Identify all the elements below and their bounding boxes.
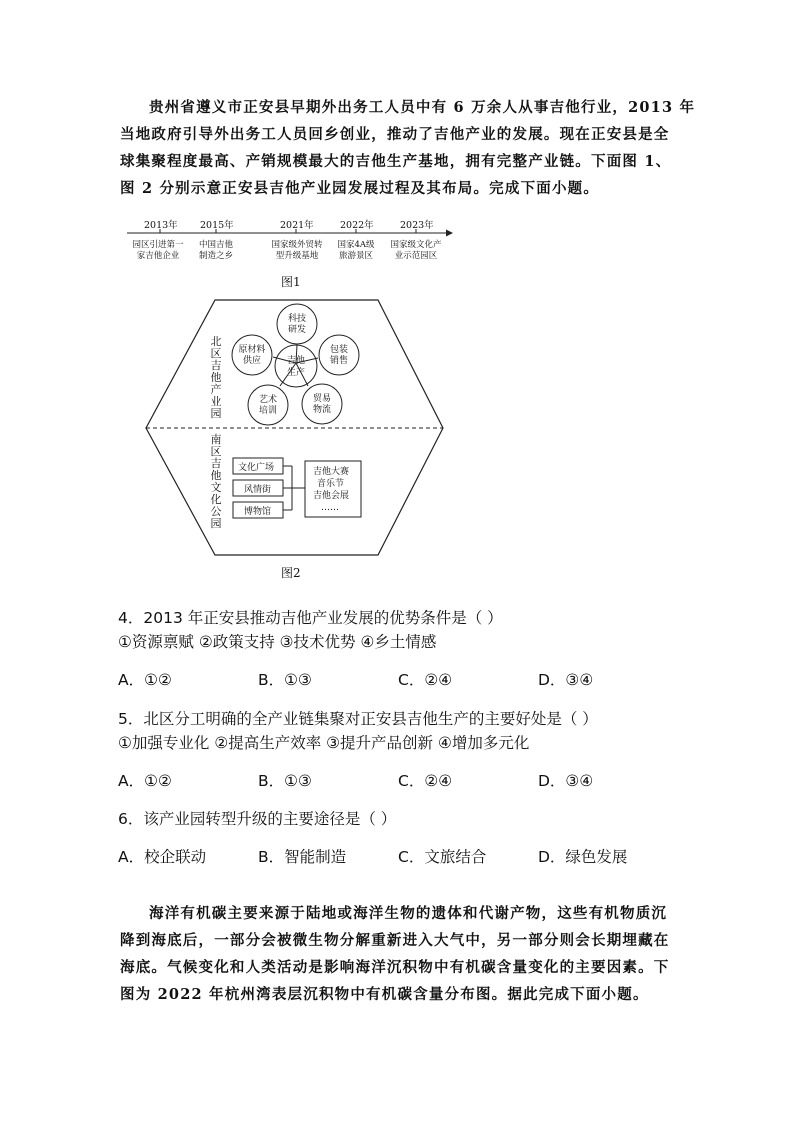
node-tech: 科技 bbox=[287, 314, 307, 324]
svg-text:生产: 生产 bbox=[286, 368, 306, 378]
question-4-option-d[interactable]: D．③④ bbox=[538, 671, 594, 689]
south-item: 博物馆 bbox=[244, 507, 272, 517]
node-pack: 包装 bbox=[329, 345, 349, 355]
question-5-stem: 5．北区分工明确的全产业链集聚对正安县吉他生产的主要好处是（ ） bbox=[118, 710, 598, 728]
timeline-desc: 制造之乡 bbox=[198, 251, 233, 261]
svg-text:他: 他 bbox=[210, 469, 222, 482]
south-event: 音乐节 bbox=[317, 479, 345, 489]
svg-text:产: 产 bbox=[210, 383, 222, 396]
passage-1-line: 贵州省遵义市正安县早期外出务工人员中有 6 万余人从事吉他行业，2013 年 bbox=[149, 99, 696, 116]
node-raw: 原材料 bbox=[238, 345, 266, 355]
question-5-option-a[interactable]: A．①② bbox=[118, 772, 172, 790]
passage-2-line: 图为 2022 年杭州湾表层沉积物中有机碳含量分布图。据此完成下面小题。 bbox=[120, 986, 649, 1003]
question-6-option-d[interactable]: D．绿色发展 bbox=[538, 848, 628, 866]
timeline-year: 2013年 bbox=[144, 220, 178, 231]
south-item: 风情街 bbox=[244, 485, 272, 495]
question-4-stem: 4．2013 年正安县推动吉他产业发展的优势条件是（ ） bbox=[118, 609, 503, 627]
figure-2-caption: 图2 bbox=[281, 566, 301, 580]
timeline-year: 2015年 bbox=[200, 220, 234, 231]
south-event: 吉他大赛 bbox=[313, 467, 350, 477]
question-5-option-c[interactable]: C．②④ bbox=[398, 772, 453, 790]
passage-1-line: 球集聚程度最高、产销规模最大的吉他生产基地，拥有完整产业链。下面图 1、 bbox=[120, 153, 672, 170]
svg-text:文: 文 bbox=[210, 481, 222, 494]
question-5-option-b[interactable]: B．①③ bbox=[258, 772, 312, 790]
passage-2-line: 海底。气候变化和人类活动是影响海洋沉积物中有机碳含量变化的主要因素。下 bbox=[120, 959, 670, 976]
question-6-stem: 6．该产业园转型升级的主要途径是（ ） bbox=[118, 810, 397, 828]
timeline-year: 2023年 bbox=[400, 220, 434, 231]
timeline-desc: 型升级基地 bbox=[275, 251, 319, 261]
svg-text:物流: 物流 bbox=[312, 405, 332, 415]
passage-1-line: 图 2 分别示意正安县吉他产业园发展过程及其布局。完成下面小题。 bbox=[120, 180, 600, 197]
svg-text:业: 业 bbox=[210, 395, 222, 408]
node-trade: 贸易 bbox=[312, 394, 332, 404]
svg-text:培训: 培训 bbox=[258, 406, 278, 416]
svg-text:吉: 吉 bbox=[210, 359, 222, 372]
timeline-year: 2021年 bbox=[280, 220, 314, 231]
svg-text:销售: 销售 bbox=[329, 356, 349, 366]
question-4-option-a[interactable]: A．①② bbox=[118, 671, 172, 689]
passage-2-line: 海洋有机碳主要来源于陆地或海洋生物的遗体和代谢产物，这些有机物质沉 bbox=[149, 905, 668, 922]
timeline-desc: 园区引进第一 bbox=[132, 240, 184, 250]
passage-2-line: 降到海底后，一部分会被微生物分解重新进入大气中，另一部分则会长期埋藏在 bbox=[120, 932, 670, 949]
figure-1-caption: 图1 bbox=[281, 275, 301, 289]
question-5-statements: ①加强专业化 ②提高生产效率 ③提升产品创新 ④增加多元化 bbox=[118, 734, 530, 752]
passage-2 bbox=[120, 900, 685, 1008]
svg-text:化: 化 bbox=[210, 493, 222, 506]
question-4-option-b[interactable]: B．①③ bbox=[258, 671, 312, 689]
svg-text:公: 公 bbox=[210, 505, 222, 518]
svg-text:区: 区 bbox=[210, 347, 222, 360]
south-zone-label: 南 bbox=[210, 433, 222, 446]
south-event: 吉他会展 bbox=[313, 491, 350, 501]
north-zone-label: 北 bbox=[210, 335, 222, 348]
timeline-desc: 国家4A级 bbox=[337, 240, 375, 250]
south-event: …… bbox=[321, 503, 339, 513]
south-item: 文化广场 bbox=[238, 463, 275, 473]
question-4-statements: ①资源禀赋 ②政策支持 ③技术优势 ④乡土情感 bbox=[118, 633, 437, 651]
timeline-desc: 国家级文化产 bbox=[390, 240, 442, 250]
node-center: 吉他 bbox=[286, 356, 306, 366]
timeline-desc: 中国吉他 bbox=[198, 240, 233, 250]
timeline-desc: 家吉他企业 bbox=[136, 251, 180, 261]
question-4-option-c[interactable]: C．②④ bbox=[398, 671, 453, 689]
question-6-option-b[interactable]: B．智能制造 bbox=[258, 848, 347, 866]
svg-text:吉: 吉 bbox=[210, 457, 222, 470]
svg-text:供应: 供应 bbox=[242, 356, 262, 366]
question-6-option-c[interactable]: C．文旅结合 bbox=[398, 848, 487, 866]
timeline-desc: 国家级外贸转 bbox=[271, 240, 323, 250]
svg-text:区: 区 bbox=[210, 445, 222, 458]
timeline-desc: 旅游景区 bbox=[338, 251, 373, 261]
passage-1-line: 当地政府引导外出务工人员回乡创业，推动了吉他产业的发展。现在正安县是全 bbox=[120, 126, 670, 143]
svg-text:园: 园 bbox=[210, 517, 222, 530]
question-5-option-d[interactable]: D．③④ bbox=[538, 772, 594, 790]
svg-text:他: 他 bbox=[210, 371, 222, 384]
timeline-year: 2022年 bbox=[340, 220, 374, 231]
svg-text:研发: 研发 bbox=[287, 325, 307, 335]
node-art: 艺术 bbox=[258, 395, 278, 405]
question-6-option-a[interactable]: A．校企联动 bbox=[118, 848, 207, 866]
svg-text:园: 园 bbox=[210, 407, 222, 420]
timeline-desc: 业示范园区 bbox=[394, 251, 438, 261]
